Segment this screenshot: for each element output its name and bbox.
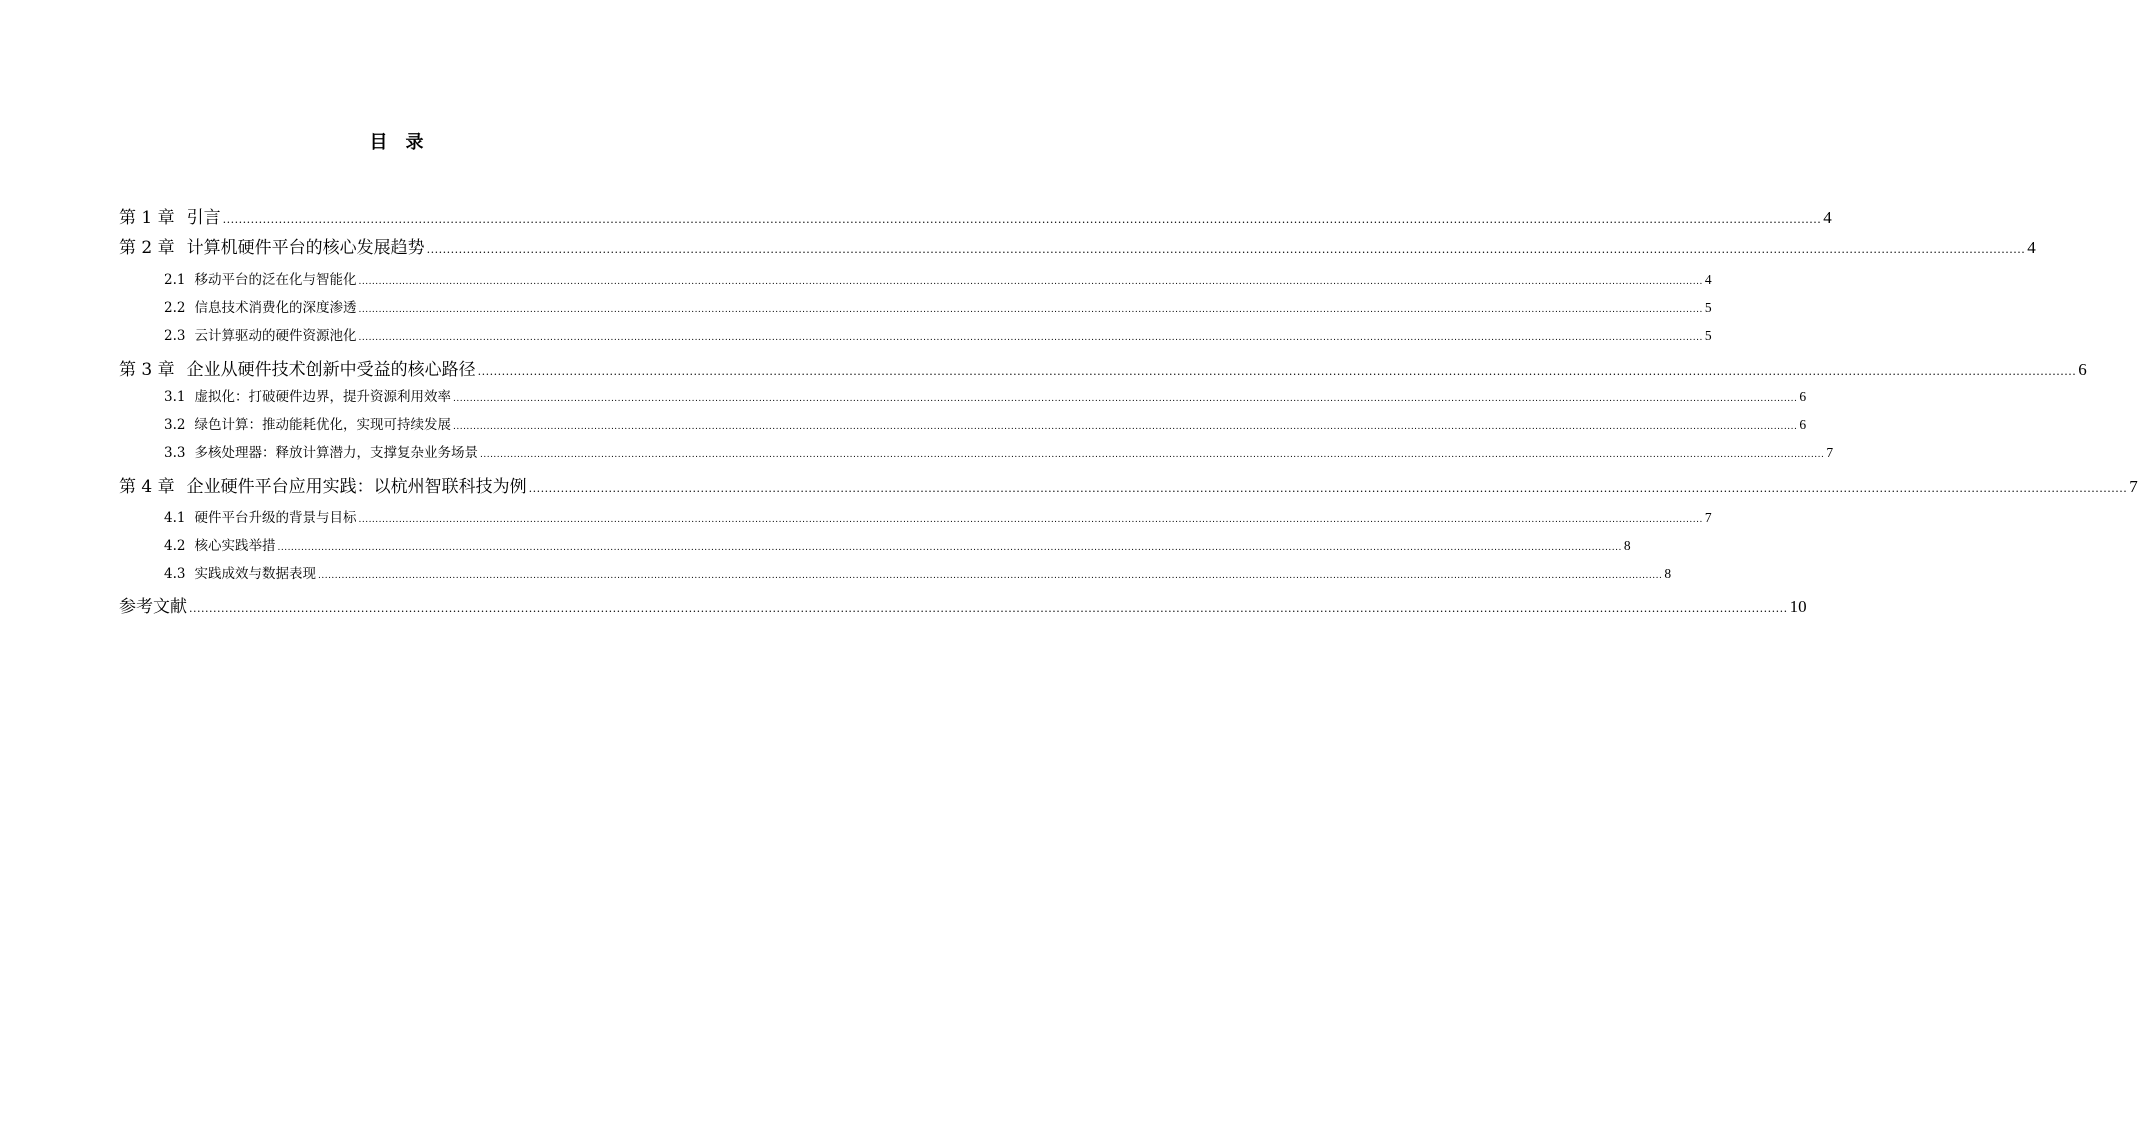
toc-entry-page-number: 4 — [1704, 272, 1712, 287]
toc-entry-number: 3.2 — [164, 417, 186, 433]
toc-entry-number: 4.2 — [164, 538, 186, 554]
toc-entry-title: 云计算驱动的硬件资源池化 — [194, 328, 357, 344]
toc-entry-number: 第 3 章 — [119, 360, 175, 380]
toc-entry-number: 2.2 — [164, 300, 186, 316]
toc-entry-page-number: 7 — [1826, 445, 1834, 460]
toc-dot-leader: ................................................................................................................................................................................................................................................................................................................................................................................................................ — [426, 243, 2026, 256]
toc-entry-section[interactable] — [164, 441, 1834, 461]
toc-entry-chapter[interactable] — [119, 472, 2138, 497]
toc-entry-title: 信息技术消费化的深度渗透 — [194, 300, 357, 316]
toc-entry-chapter[interactable] — [119, 203, 1832, 228]
toc-entry-chapter[interactable] — [119, 355, 2087, 380]
toc-entry-title: 计算机硬件平台的核心发展趋势 — [186, 238, 425, 258]
toc-dot-leader: ................................................................................................................................................................................................................................................................................................................................................................................................................ — [189, 602, 1788, 615]
toc-entry-title: 参考文献 — [119, 597, 187, 617]
toc-entry-number: 第 1 章 — [119, 208, 175, 228]
toc-entry-number: 2.1 — [164, 272, 186, 288]
toc-dot-leader: ................................................................................................................................................................................................................................................................................................................................................................................................................ — [358, 333, 1703, 343]
toc-entry-number: 3.3 — [164, 445, 186, 461]
toc-entry-section[interactable] — [164, 562, 1672, 582]
toc-entry-title: 核心实践举措 — [194, 538, 276, 554]
toc-entry-title: 硬件平台升级的背景与目标 — [194, 510, 357, 526]
toc-entry-section[interactable] — [164, 413, 1807, 433]
toc-dot-leader: ................................................................................................................................................................................................................................................................................................................................................................................................................ — [477, 365, 2077, 378]
toc-entry-page-number: 6 — [2078, 360, 2087, 379]
toc-title — [0, 128, 793, 154]
toc-entry-chapter[interactable] — [119, 592, 1807, 617]
toc-entry-title: 企业硬件平台应用实践：以杭州智联科技为例 — [186, 477, 527, 497]
toc-entry-number: 第 4 章 — [119, 477, 175, 497]
toc-entry-page-number: 8 — [1623, 538, 1631, 553]
toc-dot-leader: ................................................................................................................................................................................................................................................................................................................................................................................................................ — [358, 277, 1703, 287]
toc-dot-leader: ................................................................................................................................................................................................................................................................................................................................................................................................................ — [358, 305, 1703, 315]
toc-dot-leader: ................................................................................................................................................................................................................................................................................................................................................................................................................ — [222, 213, 1822, 226]
toc-dot-leader: ................................................................................................................................................................................................................................................................................................................................................................................................................ — [452, 394, 1798, 404]
toc-entry-page-number: 8 — [1664, 566, 1672, 581]
toc-entry-title: 绿色计算：推动能耗优化，实现可持续发展 — [194, 417, 451, 433]
toc-entry-section[interactable] — [164, 385, 1807, 405]
toc-entry-section[interactable] — [164, 534, 1631, 554]
toc-entry-title: 移动平台的泛在化与智能化 — [194, 272, 357, 288]
toc-entry-title: 实践成效与数据表现 — [194, 566, 316, 582]
toc-entry-page-number: 4 — [1823, 208, 1832, 227]
toc-entry-title: 多核处理器：释放计算潜力，支撑复杂业务场景 — [194, 445, 478, 461]
toc-entry-number: 第 2 章 — [119, 238, 175, 258]
toc-title-char-1: 目 — [369, 132, 388, 153]
toc-entry-section[interactable] — [164, 268, 1712, 288]
toc-entry-page-number: 5 — [1704, 300, 1712, 315]
toc-entry-number: 4.3 — [164, 566, 186, 582]
toc-dot-leader: ................................................................................................................................................................................................................................................................................................................................................................................................................ — [528, 482, 2128, 495]
toc-dot-leader: ................................................................................................................................................................................................................................................................................................................................................................................................................ — [358, 515, 1703, 525]
toc-entry-page-number: 10 — [1789, 597, 1807, 616]
toc-title-char-2: 录 — [405, 132, 424, 153]
toc-entry-number: 2.3 — [164, 328, 186, 344]
toc-entry-page-number: 7 — [2129, 477, 2138, 496]
toc-entry-title: 虚拟化：打破硬件边界，提升资源利用效率 — [194, 389, 451, 405]
toc-dot-leader: ................................................................................................................................................................................................................................................................................................................................................................................................................ — [479, 450, 1825, 460]
toc-entry-number: 3.1 — [164, 389, 186, 405]
toc-entry-section[interactable] — [164, 506, 1712, 526]
toc-entry-page-number: 6 — [1799, 417, 1807, 432]
toc-entry-page-number: 7 — [1704, 510, 1712, 525]
toc-entry-title: 引言 — [186, 208, 221, 228]
toc-dot-leader: ................................................................................................................................................................................................................................................................................................................................................................................................................ — [317, 571, 1663, 581]
toc-entry-section[interactable] — [164, 324, 1712, 344]
toc-entry-section[interactable] — [164, 296, 1712, 316]
toc-entry-page-number: 5 — [1704, 328, 1712, 343]
toc-entry-title: 企业从硬件技术创新中受益的核心路径 — [186, 360, 476, 380]
toc-entry-page-number: 6 — [1799, 389, 1807, 404]
toc-dot-leader: ................................................................................................................................................................................................................................................................................................................................................................................................................ — [452, 422, 1798, 432]
toc-dot-leader: ................................................................................................................................................................................................................................................................................................................................................................................................................ — [277, 543, 1622, 553]
toc-entry-page-number: 4 — [2027, 238, 2036, 257]
toc-entry-chapter[interactable] — [119, 233, 2036, 258]
toc-entry-number: 4.1 — [164, 510, 186, 526]
